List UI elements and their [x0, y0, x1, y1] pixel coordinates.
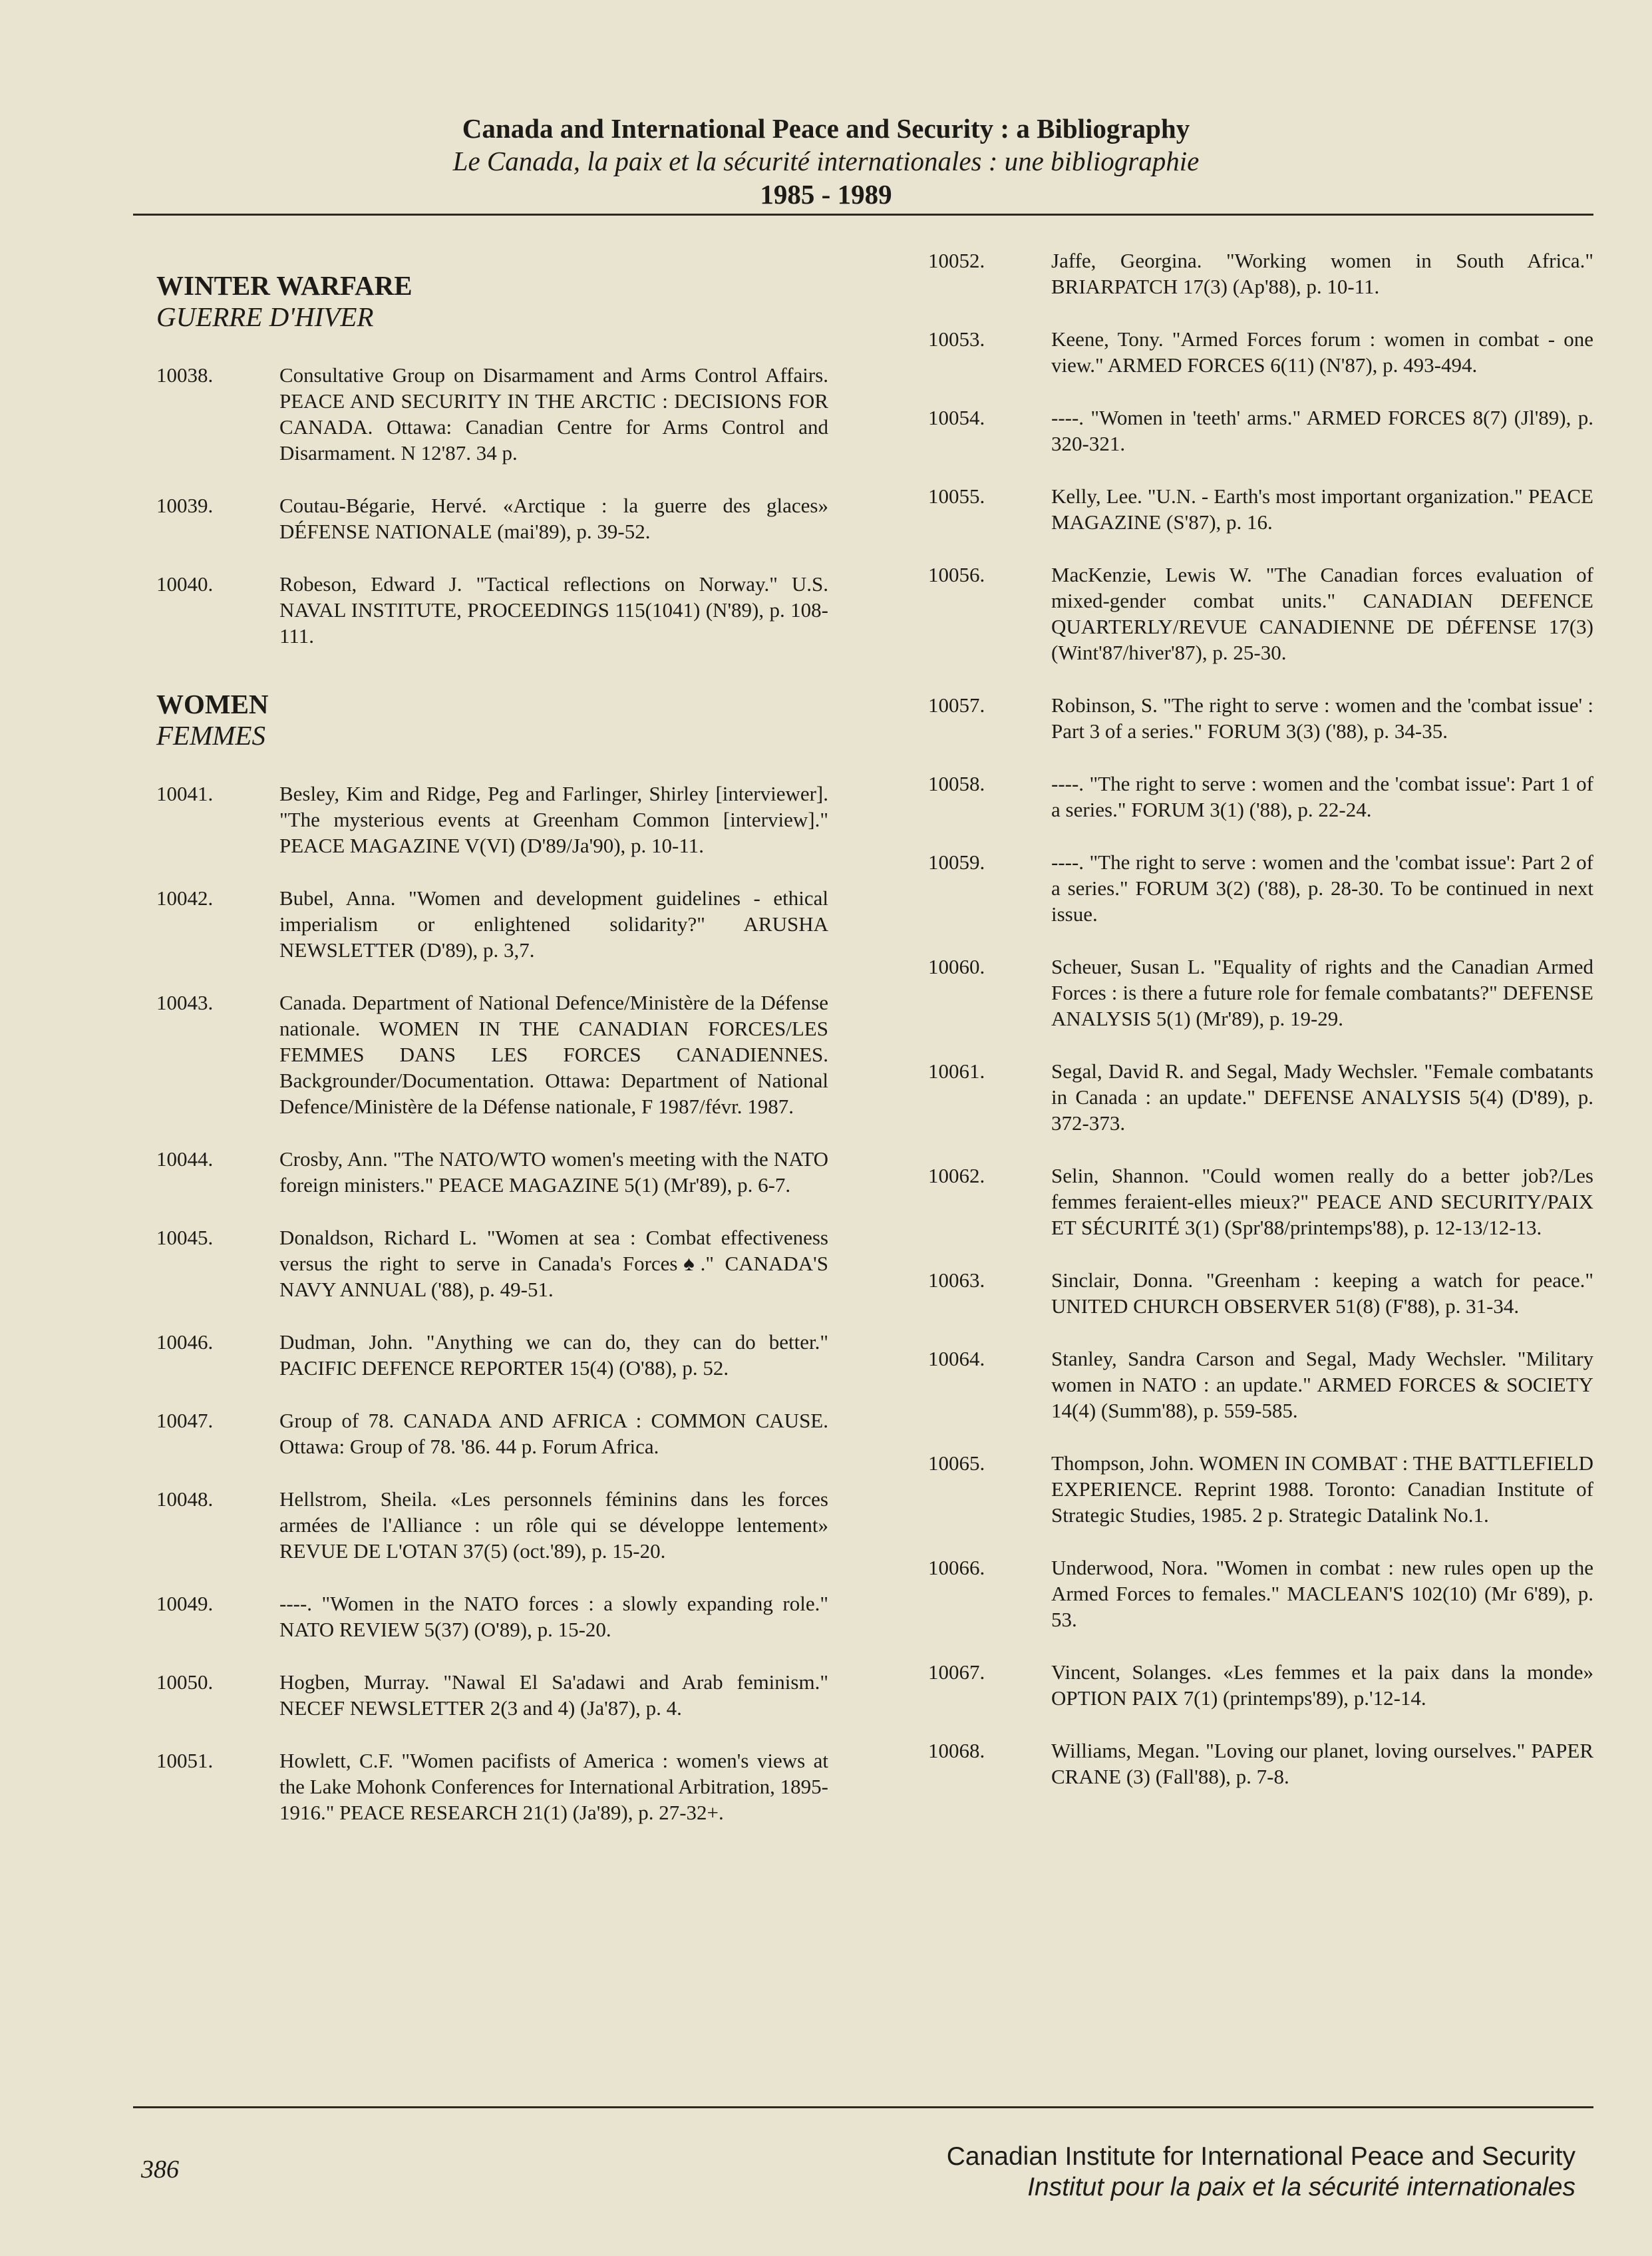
entry-number: 10049. [156, 1592, 214, 1615]
title-french: Le Canada, la paix et la sécurité internationales : une bibliographie [452, 146, 1200, 176]
entry-number: 10038. [156, 363, 214, 387]
entry-citation: Segal, David R. and Segal, Mady Wechsler. "Female combatants in Canada : an update." DEFENSE ANALYSIS 5(4) (D'89), p. 372-373. [1051, 1059, 1593, 1135]
entry-citation: Canada. Department of National Defence/Ministère de la Défense nationale. WOMEN IN THE CANADIAN FORCES/LES FEMMES DANS LES FORCES CANADIENNES. Backgrounder/Documentation. Ottawa: Department of National Defence/Ministère de la Défense nationale, F 1987/févr. 1987. [279, 991, 828, 1118]
bibliography-entry [928, 1346, 1593, 1423]
bibliography-entry [156, 885, 828, 963]
entry-number: 10055. [928, 484, 985, 508]
page-header [0, 112, 1652, 212]
entry-citation: MacKenzie, Lewis W. "The Canadian forces evaluation of mixed-gender combat units." CANADIAN DEFENCE QUARTERLY/REVUE CANADIENNE DE DÉFENSE 17(3) (Wint'87/hiver'87), p. 25-30. [1051, 563, 1593, 664]
bibliography-entry [928, 1163, 1593, 1240]
entry-number: 10054. [928, 406, 985, 429]
left-column [156, 270, 828, 1852]
bibliography-entry [928, 1450, 1593, 1528]
entry-citation: Keene, Tony. "Armed Forces forum : women in combat - one view." ARMED FORCES 6(11) (N'87), p. 493-494. [1051, 327, 1593, 377]
entry-citation: Vincent, Solanges. «Les femmes et la paix dans la monde» OPTION PAIX 7(1) (printemps'89), p.'12-14. [1051, 1660, 1593, 1710]
right-column [928, 248, 1593, 1816]
bibliography-entry [928, 771, 1593, 823]
winter-warfare-entries [156, 362, 828, 649]
bibliography-entry [156, 362, 828, 466]
entry-number: 10052. [928, 249, 985, 272]
bibliography-entry [156, 1146, 828, 1198]
entry-citation: ----. "The right to serve : women and the 'combat issue': Part 2 of a series." FORUM 3(2) ('88), p. 28-30. To be continued in next issue. [1051, 850, 1593, 926]
entry-number: 10048. [156, 1487, 214, 1511]
organization-french: Institut pour la paix et la sécurité internationales [1027, 2173, 1575, 2201]
entry-citation: Hogben, Murray. "Nawal El Sa'adawi and Arab feminism." NECEF NEWSLETTER 2(3 and 4) (Ja'87), p. 4. [279, 1670, 828, 1720]
entry-citation: Consultative Group on Disarmament and Arms Control Affairs. PEACE AND SECURITY IN THE ARCTIC : DECISIONS FOR CANADA. Ottawa: Canadian Centre for Arms Control and Disarmament. N 12'87. 34 p. [279, 363, 828, 465]
entry-number: 10065. [928, 1451, 985, 1475]
entry-citation: Hellstrom, Sheila. «Les personnels féminins dans les forces armées de l'Alliance : un rôle qui se développe lentement» REVUE DE L'OTAN 37(5) (oct.'89), p. 15-20. [279, 1487, 828, 1563]
bibliography-entry [928, 405, 1593, 457]
women-entries-right [928, 248, 1593, 1789]
entry-citation: Thompson, John. WOMEN IN COMBAT : THE BATTLEFIELD EXPERIENCE. Reprint 1988. Toronto: Canadian Institute of Strategic Studies, 1985. 2 p. Strategic Datalink No.1. [1051, 1451, 1593, 1527]
bibliography-entry [928, 248, 1593, 299]
organization-english: Canadian Institute for International Peace and Security [946, 2142, 1575, 2171]
bibliography-entry [928, 483, 1593, 535]
entry-citation: Underwood, Nora. "Women in combat : new rules open up the Armed Forces to females." MACLEAN'S 102(10) (Mr 6'89), p. 53. [1051, 1556, 1593, 1631]
entry-number: 10051. [156, 1749, 214, 1772]
bibliography-entry [156, 1669, 828, 1721]
bibliography-entry [928, 1738, 1593, 1789]
women-entries-left [156, 781, 828, 1825]
entry-number: 10058. [928, 772, 985, 795]
entry-number: 10040. [156, 572, 214, 596]
entry-number: 10067. [928, 1660, 985, 1684]
bibliography-entry [928, 326, 1593, 378]
bibliography-entry [156, 1224, 828, 1302]
entry-number: 10064. [928, 1347, 985, 1370]
entry-number: 10044. [156, 1147, 214, 1171]
bibliography-entry [156, 1486, 828, 1564]
bibliography-entry [928, 1659, 1593, 1711]
footer-organization [947, 2142, 1575, 2203]
bibliography-entry [156, 1408, 828, 1459]
entry-number: 10046. [156, 1330, 214, 1354]
bibliography-entry [156, 990, 828, 1119]
entry-number: 10043. [156, 991, 214, 1014]
entry-number: 10056. [928, 563, 985, 586]
section-heading-women: WOMEN FEMMES [156, 689, 269, 751]
entry-citation: ----. "The right to serve : women and the 'combat issue': Part 1 of a series." FORUM 3(1) ('88), p. 22-24. [1051, 772, 1593, 821]
entry-citation: Dudman, John. "Anything we can do, they can do better." PACIFIC DEFENCE REPORTER 15(4) (O'88), p. 52. [279, 1330, 828, 1380]
entry-citation: Donaldson, Richard L. "Women at sea : Combat effectiveness versus the right to serve in Canada's Forces♠." CANADA'S NAVY ANNUAL ('88), p. 49-51. [279, 1226, 828, 1301]
entry-citation: Jaffe, Georgina. "Working women in South Africa." BRIARPATCH 17(3) (Ap'88), p. 10-11. [1051, 249, 1593, 298]
bibliography-entry [156, 1591, 828, 1642]
entry-number: 10062. [928, 1164, 985, 1187]
title-english: Canada and International Peace and Security : a Bibliography [462, 113, 1190, 144]
entry-number: 10047. [156, 1409, 214, 1432]
bibliography-entry [928, 954, 1593, 1032]
entry-citation: Crosby, Ann. "The NATO/WTO women's meeting with the NATO foreign ministers." PEACE MAGAZINE 5(1) (Mr'89), p. 6-7. [279, 1147, 828, 1197]
bibliography-entry [156, 1329, 828, 1381]
bibliography-entry [156, 1748, 828, 1825]
entry-citation: Williams, Megan. "Loving our planet, loving ourselves." PAPER CRANE (3) (Fall'88), p. 7-8. [1051, 1739, 1593, 1788]
bibliography-entry [928, 692, 1593, 744]
header-rule [133, 214, 1593, 216]
entry-number: 10066. [928, 1556, 985, 1579]
entry-number: 10041. [156, 782, 214, 805]
entry-number: 10059. [928, 850, 985, 874]
bibliography-entry [928, 1058, 1593, 1136]
entry-number: 10045. [156, 1226, 214, 1249]
bibliography-entry [156, 781, 828, 858]
entry-number: 10060. [928, 955, 985, 978]
entry-number: 10039. [156, 494, 214, 517]
bibliography-entry [928, 562, 1593, 665]
entry-citation: Robeson, Edward J. "Tactical reflections on Norway." U.S. NAVAL INSTITUTE, PROCEEDINGS 115(1041) (N'89), p. 108-111. [279, 572, 828, 648]
entry-number: 10063. [928, 1268, 985, 1292]
entry-number: 10042. [156, 886, 214, 910]
entry-citation: Howlett, C.F. "Women pacifists of America : women's views at the Lake Mohonk Conferences for International Arbitration, 1895-1916." PEACE RESEARCH 21(1) (Ja'89), p. 27-32+. [279, 1749, 828, 1824]
entry-citation: Group of 78. CANADA AND AFRICA : COMMON CAUSE. Ottawa: Group of 78. '86. 44 p. Forum Africa. [279, 1409, 828, 1458]
footer-rule [133, 2106, 1593, 2108]
entry-citation: Scheuer, Susan L. "Equality of rights and the Canadian Armed Forces : is there a future role for female combatants?" DEFENSE ANALYSIS 5(1) (Mr'89), p. 19-29. [1051, 955, 1593, 1030]
entry-citation: Sinclair, Donna. "Greenham : keeping a watch for peace." UNITED CHURCH OBSERVER 51(8) (F'88), p. 31-34. [1051, 1268, 1593, 1318]
entry-citation: Besley, Kim and Ridge, Peg and Farlinger, Shirley [interviewer]. "The mysterious events at Greenham Common [interview]." PEACE MAGAZINE V(VI) (D'89/Ja'90), p. 10-11. [279, 782, 828, 857]
bibliography-entry [156, 571, 828, 649]
entry-citation: Kelly, Lee. "U.N. - Earth's most important organization." PEACE MAGAZINE (S'87), p. 16. [1051, 484, 1593, 534]
title-years: 1985 - 1989 [760, 179, 892, 210]
bibliography-entry [156, 492, 828, 544]
section-heading-winter-warfare: WINTER WARFARE GUERRE D'HIVER [156, 270, 413, 332]
entry-citation: Selin, Shannon. "Could women really do a better job?/Les femmes feraient-elles mieux?" PEACE AND SECURITY/PAIX ET SÉCURITÉ 3(1) (Spr'88/printemps'88), p. 12-13/12-13. [1051, 1164, 1593, 1239]
entry-number: 10068. [928, 1739, 985, 1762]
entry-number: 10053. [928, 327, 985, 351]
bibliography-entry [928, 1555, 1593, 1632]
entry-number: 10057. [928, 693, 985, 717]
entry-number: 10061. [928, 1059, 985, 1083]
entry-citation: Robinson, S. "The right to serve : women and the 'combat issue' : Part 3 of a series." FORUM 3(3) ('88), p. 34-35. [1051, 693, 1593, 743]
entry-citation: ----. "Women in the NATO forces : a slowly expanding role." NATO REVIEW 5(37) (O'89), p. 15-20. [279, 1592, 828, 1641]
bibliography-entry [928, 1267, 1593, 1319]
bibliography-entry [928, 849, 1593, 927]
entry-citation: Coutau-Bégarie, Hervé. «Arctique : la guerre des glaces» DÉFENSE NATIONALE (mai'89), p. 39-52. [279, 494, 828, 543]
entry-number: 10050. [156, 1670, 214, 1694]
entry-citation: Bubel, Anna. "Women and development guidelines - ethical imperialism or enlightened solidarity?" ARUSHA NEWSLETTER (D'89), p. 3,7. [279, 886, 828, 962]
entry-citation: Stanley, Sandra Carson and Segal, Mady Wechsler. "Military women in NATO : an update." ARMED FORCES & SOCIETY 14(4) (Summ'88), p. 559-585. [1051, 1347, 1593, 1422]
page-number: 386 [141, 2156, 179, 2183]
entry-citation: ----. "Women in 'teeth' arms." ARMED FORCES 8(7) (Jl'89), p. 320-321. [1051, 406, 1593, 455]
